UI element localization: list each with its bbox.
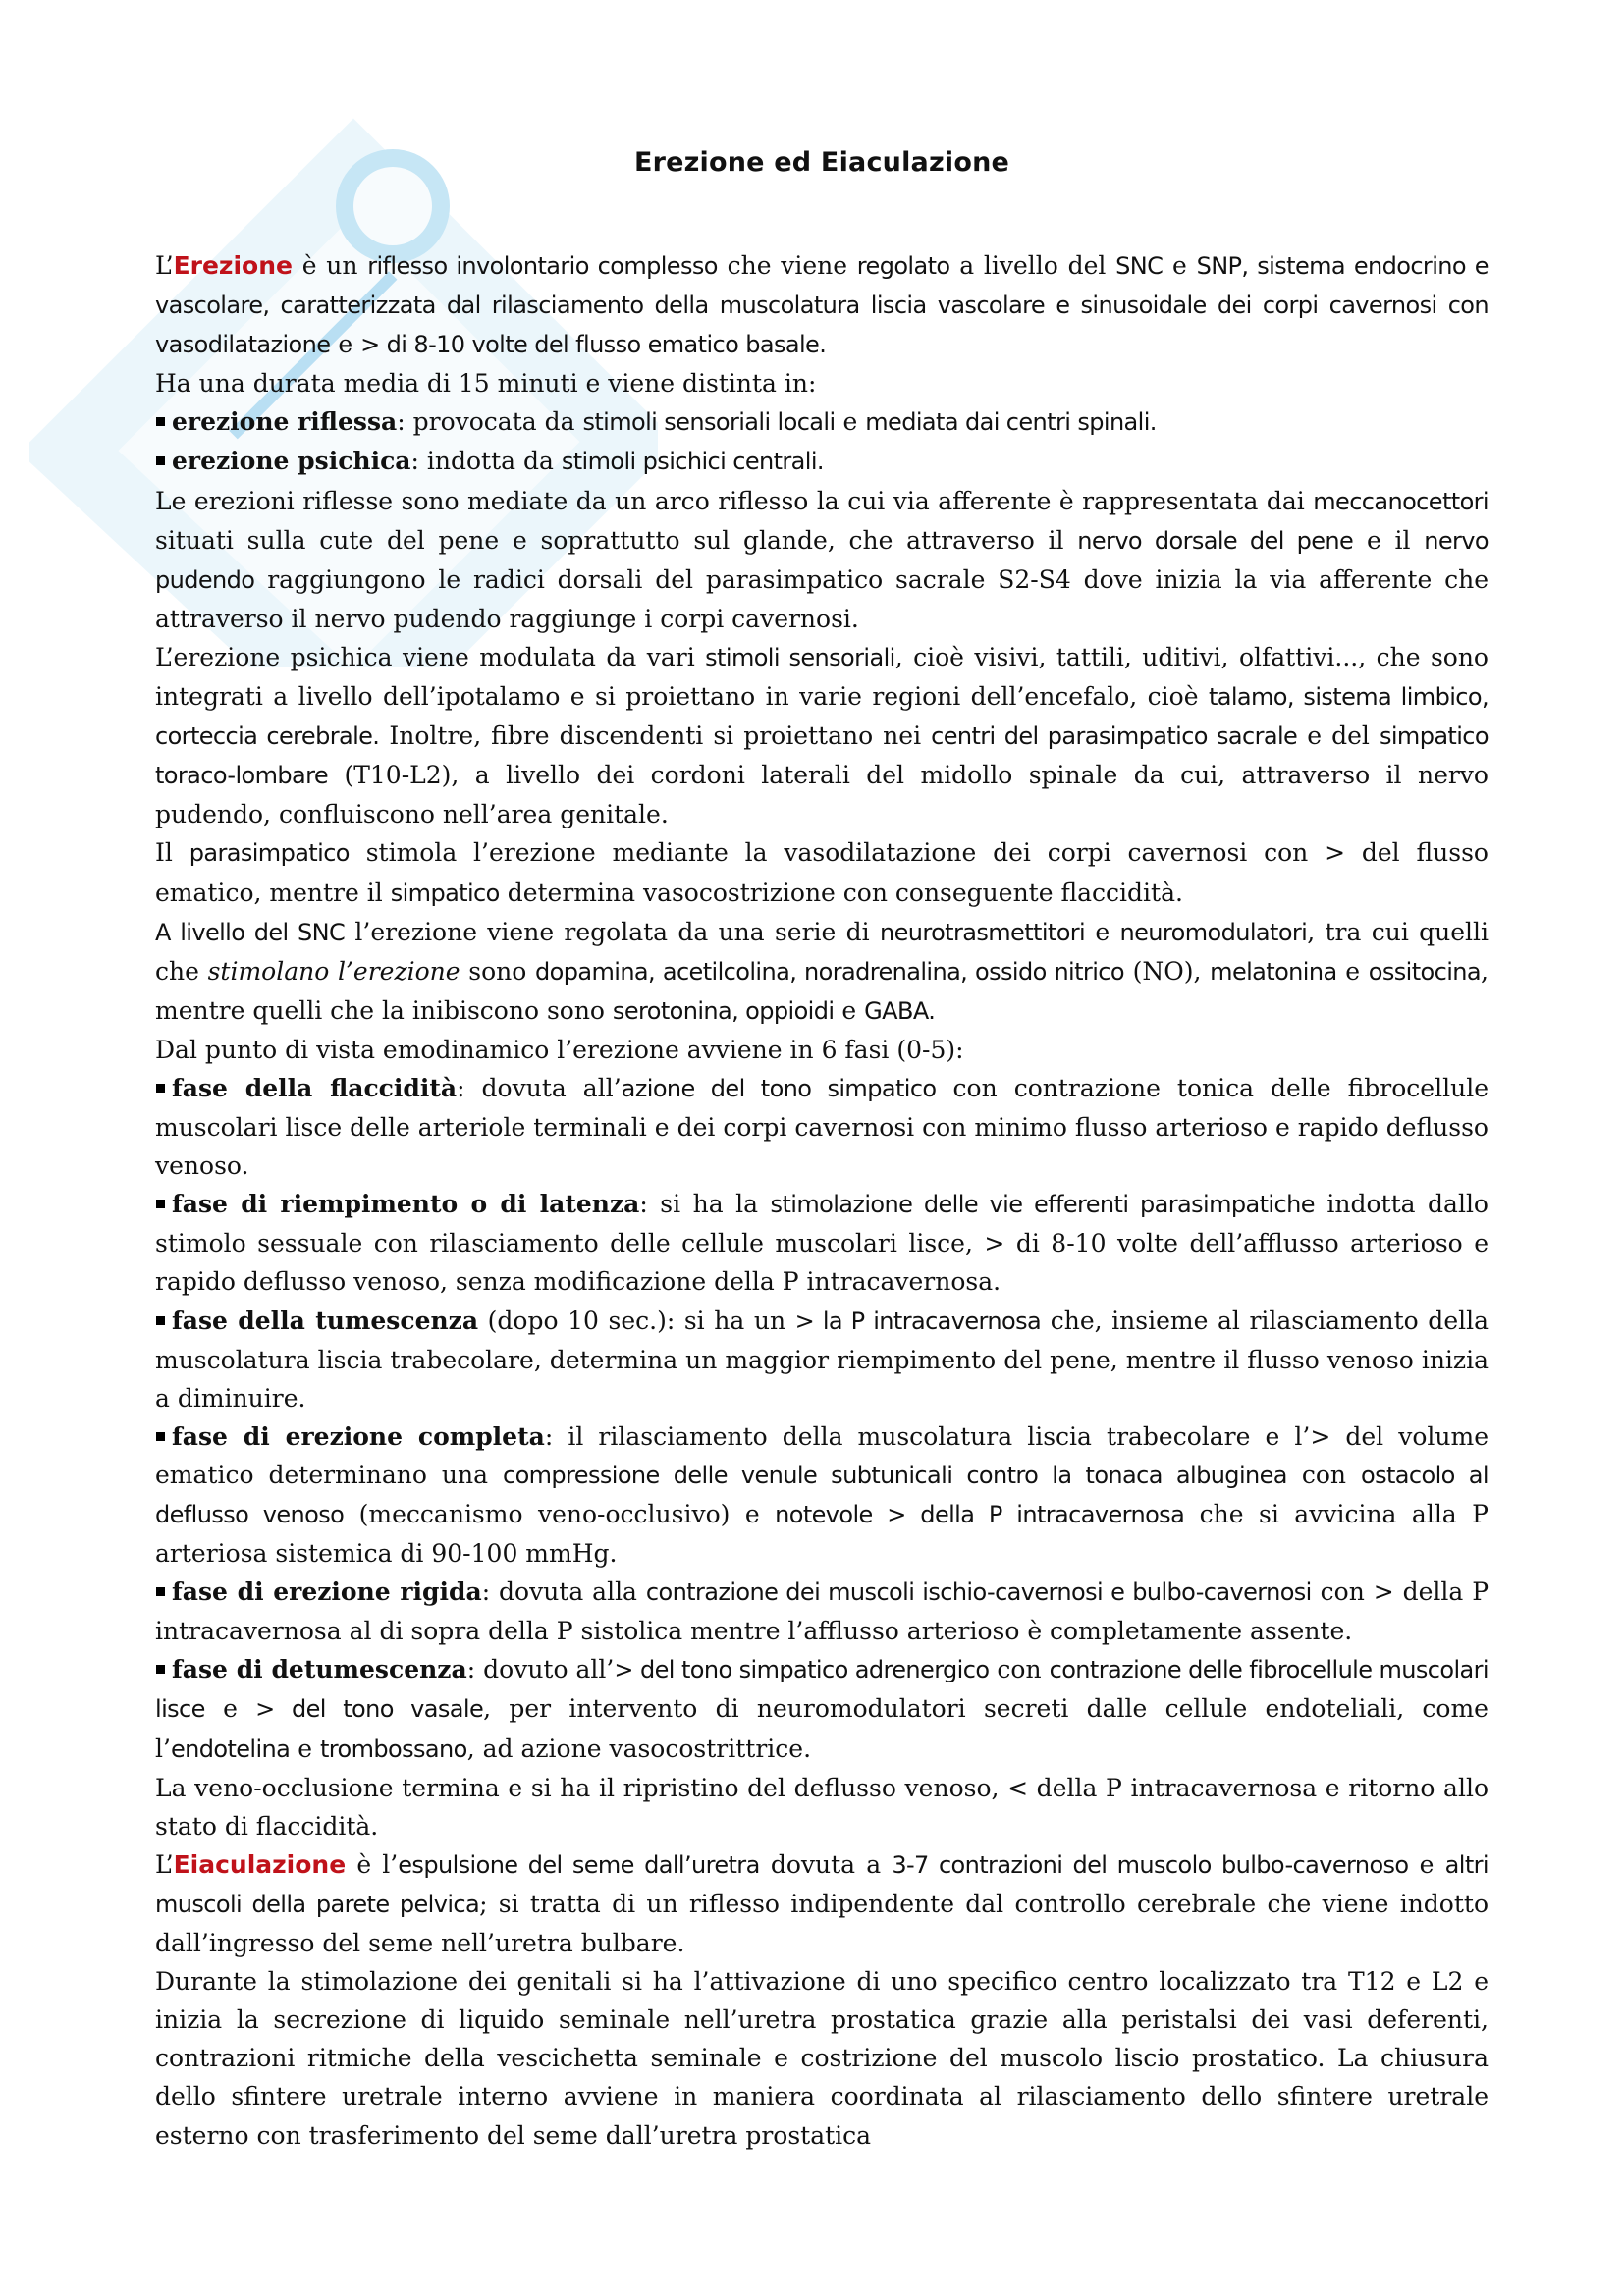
bullet-square-icon [156,1200,165,1208]
bullet-erezione-riflessa: erezione riflessa: provocata da stimoli sensoriali locali e mediata dai centri spinali. [155,402,1489,442]
keyword-eiaculazione: Eiaculazione [173,1849,347,1879]
document-page [155,147,1489,2155]
bullet-fase-riempimento: fase di riempimento o di latenza: si ha la stimolazione delle vie efferenti parasimpatiche indotta dallo stimolo sessuale con rilasciamento delle cellule muscolari lisce, > di 8-10 volte dell’afflusso arterioso e rapido deflusso venoso, senza modificazione della P intracavernosa. [155,1190,1489,1297]
paragraph-erezione-intro: L’Erezione è un riflesso involontario complesso che viene regolato a livello del SNC e SNP, sistema endocrino e vascolare, caratterizzata dal rilasciamento della muscolatura liscia vascolare e sinusoidale dei corpi cavernosi con vasodilatazione e > di 8-10 volte del flusso ematico basale. [155,251,1489,359]
paragraph-fasi-intro: Dal punto di vista emodinamico l’erezione avviene in 6 fasi (0-5): [155,1035,964,1064]
paragraph-erezioni-riflesse: Le erezioni riflesse sono mediate da un arco riflesso la cui via afferente è rappresentata dai meccanocettori situati sulla cute del pene e soprattutto sul glande, che attraverso il nervo dorsale del pene e il nervo pudendo raggiungono le radici dorsali del parasimpatico sacrale S2-S4 dove inizia la via afferente che attraverso il nervo pudendo raggiunge i corpi cavernosi. [155,486,1489,633]
bullet-fase-erezione-completa: fase di erezione completa: il rilasciamento della muscolatura liscia trabecolare e l’> del volume ematico determinano una compressione delle venule subtunicali contro la tonaca albuginea con ostacolo al deflusso venoso (meccanismo veno-occlusivo) e notevole > della P intracavernosa che si avvicina alla P arteriosa sistemica di 90-100 mmHg. [155,1421,1489,1569]
bullet-fase-tumescenza: fase della tumescenza (dopo 10 sec.): si ha un > la P intracavernosa che, insieme al rilasciamento della muscolatura liscia trabecolare, determina un maggior riempimento del pene, mentre il flusso venoso inizia a diminuire. [155,1306,1489,1413]
bullet-square-icon [156,456,165,465]
bullet-square-icon [156,1587,165,1596]
bullet-erezione-psichica: erezione psichica: indotta da stimoli psichici centrali. [155,442,1489,481]
paragraph-durata: Ha una durata media di 15 minuti e viene distinta in: [155,369,817,399]
page-title: Erezione ed Eiaculazione [633,147,1010,178]
paragraph-eiaculazione: L’Eiaculazione è l’espulsione del seme dall’uretra dovuta a 3-7 contrazioni del muscolo bulbo-cavernoso e altri muscoli della parete pelvica; si tratta di un riflesso indipendente dal controllo cerebrale che viene indotto dall’ingresso del seme nell’uretra bulbare. [155,1849,1489,1958]
bullet-fase-detumescenza: fase di detumescenza: dovuto all’> del tono simpatico adrenergico con contrazione delle fibrocellule muscolari lisce e > del tono vasale, per intervento di neuromodulatori secreti dalle cellule endoteliali, come l’endotelina e trombossano, ad azione vasocostrittrice. [155,1655,1489,1763]
paragraph-erezione-psichica: L’erezione psichica viene modulata da vari stimoli sensoriali, cioè visivi, tattili, uditivi, olfattivi..., che sono integrati a livello dell’ipotalamo e si proiettano in varie regioni dell’encefalo, cioè talamo, sistema limbico, corteccia cerebrale. Inoltre, fibre discendenti si proiettano nei centri del parasimpatico sacrale e del simpatico toraco-lombare (T10-L2), a livello dei cordoni laterali del midollo spinale da cui, attraverso il nervo pudendo, confluiscono nell’area genitale. [155,642,1489,829]
bullet-square-icon [156,1432,165,1441]
bullet-fase-flaccidita: fase della flaccidità: dovuta all’azione del tono simpatico con contrazione tonica delle fibrocellule muscolari lisce delle arteriole terminali e dei corpi cavernosi con minimo flusso arterioso e rapido deflusso venoso. [155,1073,1489,1181]
paragraph-parasimpatico: Il parasimpatico stimola l’erezione mediante la vasodilatazione dei corpi cavernosi con > del flusso ematico, mentre il simpatico determina vasocostrizione con conseguente flaccidità. [155,838,1489,907]
paragraph-stimolazione-genitali: Durante la stimolazione dei genitali si ha l’attivazione di uno specifico centro localizzato tra T12 e L2 e inizia la secrezione di liquido seminale nell’uretra prostatica grazie alla peristalsi dei vasi deferenti, contrazioni ritmiche della vescichetta seminale e costrizione del muscolo liscio prostatico. La chiusura dello sfintere uretrale interno avviene in maniera coordinata al rilasciamento dello sfintere uretrale esterno con trasferimento del seme dall’uretra prostatica [155,1967,1489,2150]
paragraph-veno-occlusione: La veno-occlusione termina e si ha il ripristino del deflusso venoso, < della P intracavernosa e ritorno allo stato di flaccidità. [155,1773,1489,1841]
bullet-square-icon [156,1665,165,1674]
bullet-square-icon [156,417,165,426]
bullet-square-icon [156,1316,165,1325]
bullet-square-icon [156,1084,165,1093]
bullet-fase-erezione-rigida: fase di erezione rigida: dovuta alla contrazione dei muscoli ischio-cavernosi e bulbo-cavernosi con > della P intracavernosa al di sopra della P sistolica mentre l’afflusso arterioso è completamente assente. [155,1577,1489,1646]
paragraph-snc: A livello del SNC l’erezione viene regolata da una serie di neurotrasmettitori e neuromodulatori, tra cui quelli che stimolano l’erezione sono dopamina, acetilcolina, noradrenalina, ossido nitrico (NO), melatonina e ossitocina, mentre quelli che la inibiscono sono serotonina, oppioidi e GABA. [155,917,1489,1025]
keyword-erezione: Erezione [173,251,293,280]
